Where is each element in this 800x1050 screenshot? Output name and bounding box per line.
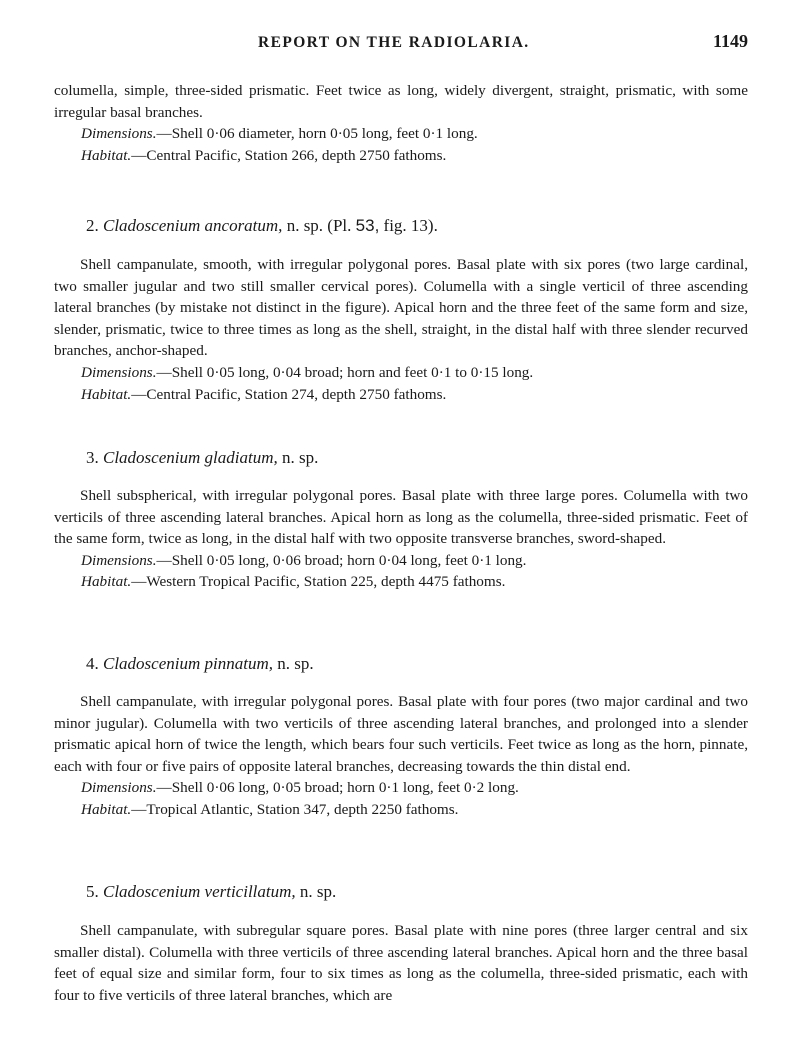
species-habitat <box>54 571 748 593</box>
habitat-label: Habitat. <box>81 800 132 818</box>
species-number: 4. <box>86 654 99 673</box>
species-2-heading <box>54 214 780 238</box>
dimensions-text: —Shell 0·05 long, 0·04 broad; horn and feet 0·1 to 0·15 long. <box>156 363 534 381</box>
intro-dimensions <box>54 123 748 145</box>
habitat-label: Habitat. <box>81 573 132 591</box>
species-number: 5. <box>86 882 99 901</box>
species-number: 2. <box>86 216 99 235</box>
page-number: 1149 <box>712 31 748 51</box>
intro-paragraph: columella, simple, three-sided prismatic. Feet twice as long, widely divergent, straight, prismatic, with some irregular basal branches. <box>54 82 748 121</box>
species-2-body <box>54 254 748 405</box>
dimensions-text: —Shell 0·06 diameter, horn 0·05 long, feet 0·1 long. <box>156 125 478 143</box>
species-name: Cladoscenium pinnatum, <box>103 654 273 673</box>
species-dimensions <box>54 362 748 384</box>
species-suffix: n. sp. (Pl. <box>286 216 352 235</box>
species-suffix: n. sp. <box>299 882 337 901</box>
species-name: Cladoscenium gladiatum, <box>103 448 278 467</box>
intro-habitat <box>54 145 748 167</box>
species-5-body <box>54 920 748 1006</box>
species-3-body <box>54 485 748 593</box>
habitat-text: —Central Pacific, Station 266, depth 2750 fathoms. <box>131 146 447 164</box>
species-3-heading <box>54 446 780 470</box>
habitat-text: —Western Tropical Pacific, Station 225, depth 4475 fathoms. <box>131 573 506 591</box>
species-suffix: n. sp. <box>281 448 319 467</box>
habitat-label: Habitat. <box>81 385 132 403</box>
species-description: Shell campanulate, with irregular polygonal pores. Basal plate with four pores (two major cardinal and two minor jugular). Columella with two verticils of three ascending lateral branches, and prolonged into a slender prismatic apical horn of twice the length, which bears four such verticils. Feet twice as long as the horn, pinnate, each with four or five pairs of opposite lateral branches, decreasing towards the thin distal end. <box>54 693 748 775</box>
species-4-body <box>54 691 748 821</box>
species-description: Shell subspherical, with irregular polygonal pores. Basal plate with three large pores. Columella with two verticils of three ascending lateral branches. Apical horn as long as the columella, three-sided prismatic. Feet of the same form, twice as long, in the distal half with two opposite transverse branches, sword-shaped. <box>54 487 748 548</box>
dimensions-label: Dimensions. <box>81 363 157 381</box>
species-description: Shell campanulate, with subregular square pores. Basal plate with nine pores (three larger central and six smaller distal). Columella with three verticils of three ascending lateral branches. Apical horn and the three basal feet of equal size and similar form, four to six times as long as the columella, three-sided prismatic, each with four to five verticils of three lateral branches, which are <box>54 922 748 1004</box>
figure-reference: fig. 13). <box>383 216 438 235</box>
intro-section <box>54 80 748 166</box>
dimensions-label: Dimensions. <box>81 779 157 797</box>
species-number: 3. <box>86 448 99 467</box>
species-habitat <box>54 384 748 406</box>
species-description: Shell campanulate, smooth, with irregular polygonal pores. Basal plate with six pores (two large cardinal, two smaller jugular and two still smaller cervical pores). Columella with a single verticil of three ascending lateral branches (by mistake not distinct in the figure). Apical horn and the three feet of the same form and size, slender, prismatic, twice to three times as long as the shell, straight, in the distal half with three slender recurved branches, anchor-shaped. <box>54 256 748 360</box>
species-4-heading <box>54 652 780 676</box>
dimensions-text: —Shell 0·06 long, 0·05 broad; horn 0·1 long, feet 0·2 long. <box>156 779 519 797</box>
dimensions-label: Dimensions. <box>81 551 157 569</box>
species-name: Cladoscenium ancoratum, <box>103 216 283 235</box>
habitat-label: Habitat. <box>81 146 132 164</box>
species-habitat <box>54 799 748 821</box>
page-header <box>0 31 800 58</box>
species-dimensions <box>54 777 748 799</box>
species-5-heading <box>54 880 780 904</box>
habitat-text: —Tropical Atlantic, Station 347, depth 2250 fathoms. <box>131 800 459 818</box>
plate-number: 53, <box>355 216 380 235</box>
species-suffix: n. sp. <box>277 654 314 673</box>
dimensions-text: —Shell 0·05 long, 0·06 broad; horn 0·04 long, feet 0·1 long. <box>156 551 527 569</box>
species-dimensions <box>54 550 748 572</box>
dimensions-label: Dimensions. <box>81 125 157 143</box>
species-name: Cladoscenium verticillatum, <box>103 882 296 901</box>
habitat-text: —Central Pacific, Station 274, depth 2750 fathoms. <box>131 385 447 403</box>
running-title: REPORT ON THE RADIOLARIA. <box>258 34 530 51</box>
